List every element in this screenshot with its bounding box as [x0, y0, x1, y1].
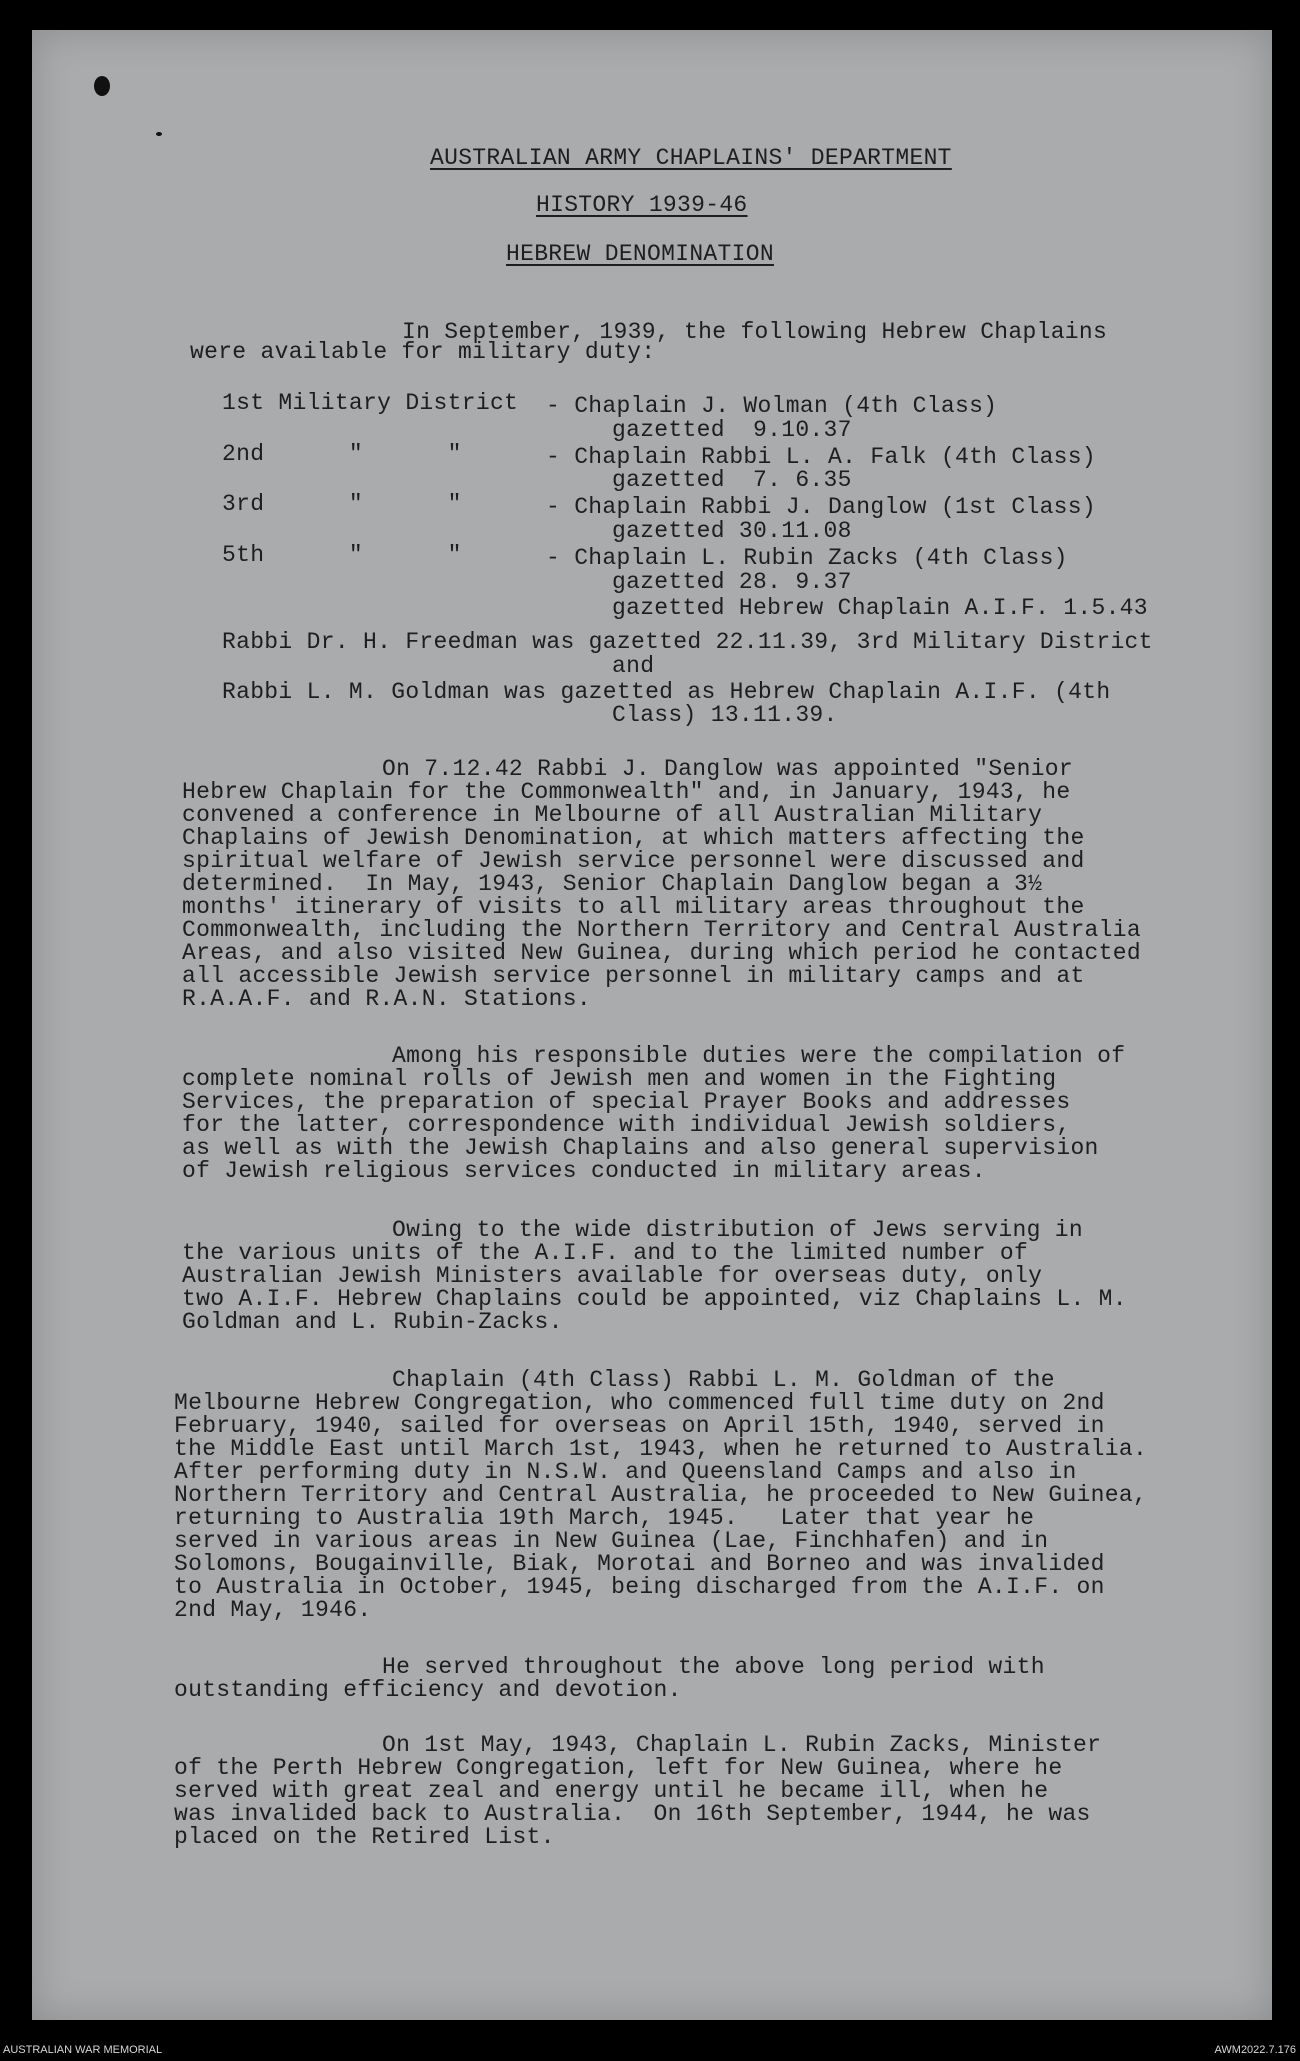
paragraph-line: the Middle East until March 1st, 1943, when he returned to Australia. [174, 1436, 1148, 1462]
paragraph-line: Among his responsible duties were the compilation of [392, 1043, 1126, 1069]
paragraph-line: Commonwealth, including the Northern Territory and Central Australia [182, 917, 1141, 943]
paragraph-line: February, 1940, sailed for overseas on April 15th, 1940, served in [174, 1413, 1105, 1439]
paragraph-line: months' itinerary of visits to all military areas throughout the [182, 894, 1085, 920]
paragraph-line: complete nominal rolls of Jewish men and women in the Fighting [182, 1066, 1057, 1092]
paragraph-line: Owing to the wide distribution of Jews serving in [392, 1217, 1084, 1243]
extra-line: Class) 13.11.39. [612, 702, 838, 728]
district-gazetted: gazetted 28. 9.37 [612, 569, 852, 595]
paragraph-line: convened a conference in Melbourne of all Australian Military [182, 802, 1043, 828]
paragraph-line: outstanding efficiency and devotion. [174, 1677, 682, 1703]
paragraph-line: He served throughout the above long period with [382, 1654, 1045, 1680]
paragraph-line: R.A.A.F. and R.A.N. Stations. [182, 986, 591, 1012]
paragraph-line: determined. In May, 1943, Senior Chaplain Danglow began a 3½ [182, 871, 1043, 897]
paragraph-line: Areas, and also visited New Guinea, during which period he contacted [182, 940, 1141, 966]
ink-blot [94, 76, 110, 96]
paragraph-line: as well as with the Jewish Chaplains and also general supervision [182, 1135, 1099, 1161]
paragraph-line: Chaplains of Jewish Denomination, at which matters affecting the [182, 825, 1085, 851]
district-entry: - Chaplain L. Rubin Zacks (4th Class) [546, 545, 1068, 571]
district-entry: - Chaplain J. Wolman (4th Class) [546, 393, 998, 419]
header-title: AUSTRALIAN ARMY CHAPLAINS' DEPARTMENT [430, 145, 952, 171]
paragraph-line: 2nd May, 1946. [174, 1597, 372, 1623]
ink-speck [156, 132, 162, 136]
paragraph-line: Hebrew Chaplain for the Commonwealth" and, in January, 1943, he [182, 779, 1071, 805]
district-label: 2nd " " [222, 441, 462, 467]
extra-line: Rabbi Dr. H. Freedman was gazetted 22.11.39, 3rd Military District [222, 629, 1153, 655]
paragraph-line: spiritual welfare of Jewish service personnel were discussed and [182, 848, 1085, 874]
paragraph-line: returning to Australia 19th March, 1945. Later that year he [174, 1505, 1035, 1531]
paragraph-line: was invalided back to Australia. On 16th September, 1944, he was [174, 1801, 1091, 1827]
district-entry: - Chaplain Rabbi L. A. Falk (4th Class) [546, 444, 1096, 470]
paragraph-line: two A.I.F. Hebrew Chaplains could be appointed, viz Chaplains L. M. [182, 1286, 1127, 1312]
paragraph-line: served with great zeal and energy until he became ill, when he [174, 1778, 1049, 1804]
district-entry: - Chaplain Rabbi J. Danglow (1st Class) [546, 494, 1096, 520]
paragraph-line: After performing duty in N.S.W. and Queensland Camps and also in [174, 1459, 1077, 1485]
paragraph-line: of the Perth Hebrew Congregation, left for New Guinea, where he [174, 1755, 1063, 1781]
district-label: 3rd " " [222, 491, 462, 517]
paragraph-line: to Australia in October, 1945, being discharged from the A.I.F. on [174, 1574, 1105, 1600]
footer-credit: AUSTRALIAN WAR MEMORIAL [3, 2044, 163, 2056]
intro-line: were available for military duty: [190, 339, 656, 365]
extra-line: and [612, 653, 655, 679]
paragraph-line: placed on the Retired List. [174, 1824, 555, 1850]
extra-line: gazetted Hebrew Chaplain A.I.F. 1.5.43 [612, 595, 1148, 621]
paragraph-line: Solomons, Bougainville, Biak, Morotai and Borneo and was invalided [174, 1551, 1105, 1577]
paragraph-line: served in various areas in New Guinea (Lae, Finchhafen) and in [174, 1528, 1049, 1554]
paragraph-line: On 1st May, 1943, Chaplain L. Rubin Zacks, Minister [382, 1732, 1102, 1758]
paragraph-line: all accessible Jewish service personnel in military camps and at [182, 963, 1085, 989]
district-label: 1st Military District [222, 390, 519, 416]
paragraph-line: the various units of the A.I.F. and to the limited number of [182, 1240, 1029, 1266]
document-page [32, 30, 1272, 2020]
header-history: HISTORY 1939-46 [536, 192, 748, 218]
paragraph-line: Australian Jewish Ministers available for overseas duty, only [182, 1263, 1043, 1289]
district-gazetted: gazetted 30.11.08 [612, 518, 852, 544]
paragraph-line: On 7.12.42 Rabbi J. Danglow was appointed "Senior [382, 756, 1074, 782]
paragraph-line: for the latter, correspondence with individual Jewish soldiers, [182, 1112, 1071, 1138]
paragraph-line: of Jewish religious services conducted in military areas. [182, 1158, 986, 1184]
extra-line: Rabbi L. M. Goldman was gazetted as Hebrew Chaplain A.I.F. (4th [222, 679, 1111, 705]
paragraph-line: Chaplain (4th Class) Rabbi L. M. Goldman of the [392, 1367, 1055, 1393]
district-gazetted: gazetted 9.10.37 [612, 417, 852, 443]
district-label: 5th " " [222, 542, 462, 568]
paragraph-line: Services, the preparation of special Prayer Books and addresses [182, 1089, 1071, 1115]
intro-line: In September, 1939, the following Hebrew Chaplains [402, 319, 1108, 345]
paragraph-line: Northern Territory and Central Australia, he proceeded to New Guinea, [174, 1482, 1148, 1508]
header-denomination: HEBREW DENOMINATION [506, 241, 774, 267]
district-gazetted: gazetted 7. 6.35 [612, 467, 852, 493]
footer-reference: AWM2022.7.176 [1214, 2044, 1296, 2056]
paragraph-line: Goldman and L. Rubin-Zacks. [182, 1309, 563, 1335]
paragraph-line: Melbourne Hebrew Congregation, who commenced full time duty on 2nd [174, 1390, 1105, 1416]
